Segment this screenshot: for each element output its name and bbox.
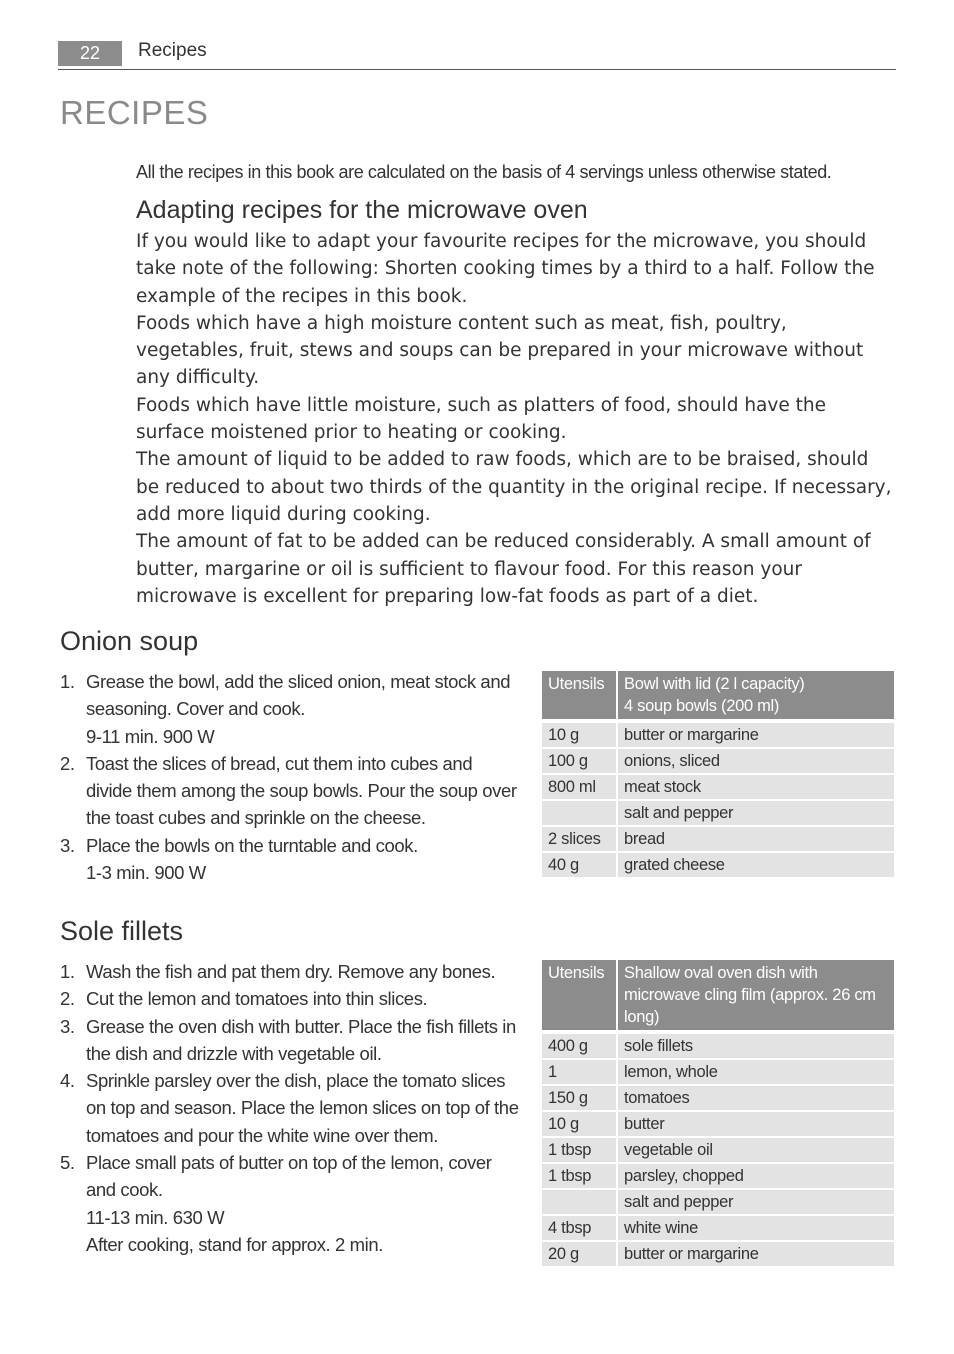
step-number: 4. (60, 1070, 75, 1092)
adapting-heading: Adapting recipes for the microwave oven (136, 196, 588, 224)
step-timing: 11-13 min. 630 W (86, 1206, 225, 1228)
quantity-cell (541, 800, 617, 826)
adapting-body (136, 228, 896, 610)
table-header-row (541, 959, 895, 1032)
ingredient-cell: parsley, chopped (617, 1163, 895, 1189)
onion-soup-steps (60, 668, 522, 886)
step-number: 2. (60, 988, 75, 1010)
list-item (60, 750, 522, 832)
step-number: 3. (60, 1015, 75, 1037)
quantity-cell: 40 g (541, 852, 617, 878)
sole-fillets-heading: Sole fillets (60, 916, 184, 946)
table-row (541, 748, 895, 774)
table-row (541, 1111, 895, 1137)
table-row (541, 1137, 895, 1163)
utensils-label: Utensils (541, 959, 617, 1032)
quantity-cell: 150 g (541, 1085, 617, 1111)
adapting-paragraph: If you would like to adapt your favourite recipes for the microwave, you should take note of the following: Shorten cooking times by a third to a half. Follow the example of the recipes in this book. (136, 231, 875, 307)
table-row (541, 852, 895, 878)
ingredient-cell: vegetable oil (617, 1137, 895, 1163)
ingredient-cell: bread (617, 826, 895, 852)
adapting-paragraph: The amount of fat to be added can be reduced considerably. A small amount of butter, margarine or oil is sufficient to flavour food. For this reason your microwave is excellent for preparing low-fat foods as part of a diet. (136, 531, 871, 607)
quantity-cell: 1 (541, 1059, 617, 1085)
step-text: Toast the slices of bread, cut them into cubes and divide them among the soup bowls. Pour the soup over the toast cubes and sprinkle on the cheese. (86, 752, 517, 829)
step-number: 5. (60, 1152, 75, 1174)
utensils-label: Utensils (541, 670, 617, 721)
quantity-cell: 100 g (541, 748, 617, 774)
page-title: RECIPES (60, 94, 209, 131)
ingredient-cell: butter or margarine (617, 1241, 895, 1267)
quantity-cell: 400 g (541, 1032, 617, 1059)
step-note: After cooking, stand for approx. 2 min. (86, 1233, 384, 1255)
step-text: Wash the fish and pat them dry. Remove any bones. (86, 961, 496, 982)
table-row (541, 1085, 895, 1111)
step-number: 3. (60, 834, 75, 856)
step-timing: 9-11 min. 900 W (86, 725, 215, 747)
table-row (541, 721, 895, 748)
step-text: Sprinkle parsley over the dish, place the tomato slices on top and season. Place the lemon slices on top of the tomatoes and pour the white wine over them. (86, 1070, 519, 1146)
table-row (541, 800, 895, 826)
quantity-cell (541, 1189, 617, 1215)
page-number: 22 (58, 41, 122, 66)
quantity-cell: 20 g (541, 1241, 617, 1267)
table-row (541, 774, 895, 800)
ingredient-cell: sole fillets (617, 1032, 895, 1059)
table-row (541, 1241, 895, 1267)
onion-soup-heading: Onion soup (60, 626, 199, 656)
intro-text: All the recipes in this book are calculated on the basis of 4 servings unless otherwise stated. (136, 162, 832, 182)
onion-soup-ingredients-table (540, 669, 896, 879)
step-number: 1. (60, 961, 75, 982)
utensils-line: 4 soup bowls (200 ml) (624, 697, 780, 715)
step-text: Place small pats of butter on top of the lemon, cover and cook. (86, 1152, 492, 1201)
step-number: 2. (60, 752, 75, 774)
utensils-text: Shallow oval oven dish with microwave cling film (approx. 26 cm long) (617, 959, 895, 1032)
ingredient-cell: white wine (617, 1215, 895, 1241)
list-item (60, 1149, 522, 1258)
table-row (541, 826, 895, 852)
step-text: Place the bowls on the turntable and cook. (86, 834, 418, 856)
step-text: Grease the bowl, add the sliced onion, meat stock and seasoning. Cover and cook. (86, 671, 511, 720)
table-header-row (541, 670, 895, 721)
adapting-paragraph: The amount of liquid to be added to raw foods, which are to be braised, should be reduced to about two thirds of the quantity in the original recipe. If necessary, add more liquid during cooking. (136, 449, 892, 525)
quantity-cell: 800 ml (541, 774, 617, 800)
ingredient-cell: grated cheese (617, 852, 895, 878)
ingredient-cell: butter (617, 1111, 895, 1137)
list-item (60, 668, 522, 750)
list-item (60, 832, 522, 887)
utensils-text (617, 670, 895, 721)
ingredient-cell: salt and pepper (617, 1189, 895, 1215)
list-item (60, 1067, 522, 1149)
table-row (541, 1163, 895, 1189)
header-rule (58, 69, 896, 70)
running-header: Recipes (138, 40, 207, 61)
utensils-line: Bowl with lid (2 l capacity) (624, 675, 805, 693)
list-item (60, 958, 522, 985)
list-item (60, 985, 522, 1012)
sole-fillets-ingredients-table (540, 958, 896, 1268)
step-timing: 1-3 min. 900 W (86, 862, 206, 884)
step-number: 1. (60, 671, 75, 692)
step-text: Grease the oven dish with butter. Place the fish fillets in the dish and drizzle with vegetable oil. (86, 1015, 516, 1064)
quantity-cell: 4 tbsp (541, 1215, 617, 1241)
ingredient-cell: butter or margarine (617, 721, 895, 748)
list-item (60, 1013, 522, 1068)
quantity-cell: 10 g (541, 721, 617, 748)
quantity-cell: 2 slices (541, 826, 617, 852)
step-text: Cut the lemon and tomatoes into thin slices. (86, 988, 428, 1010)
ingredient-cell: lemon, whole (617, 1059, 895, 1085)
quantity-cell: 10 g (541, 1111, 617, 1137)
table-row (541, 1059, 895, 1085)
ingredient-cell: onions, sliced (617, 748, 895, 774)
quantity-cell: 1 tbsp (541, 1163, 617, 1189)
table-row (541, 1032, 895, 1059)
ingredient-cell: tomatoes (617, 1085, 895, 1111)
table-row (541, 1189, 895, 1215)
sole-fillets-steps (60, 958, 522, 1258)
ingredient-cell: salt and pepper (617, 800, 895, 826)
table-row (541, 1215, 895, 1241)
ingredient-cell: meat stock (617, 774, 895, 800)
adapting-paragraph: Foods which have little moisture, such as platters of food, should have the surface moistened prior to heating or cooking. (136, 394, 826, 444)
quantity-cell: 1 tbsp (541, 1137, 617, 1163)
adapting-paragraph: Foods which have a high moisture content such as meat, fish, poultry, vegetables, fruit, stews and soups can be prepared in your microwave without any difficulty. (136, 312, 864, 389)
